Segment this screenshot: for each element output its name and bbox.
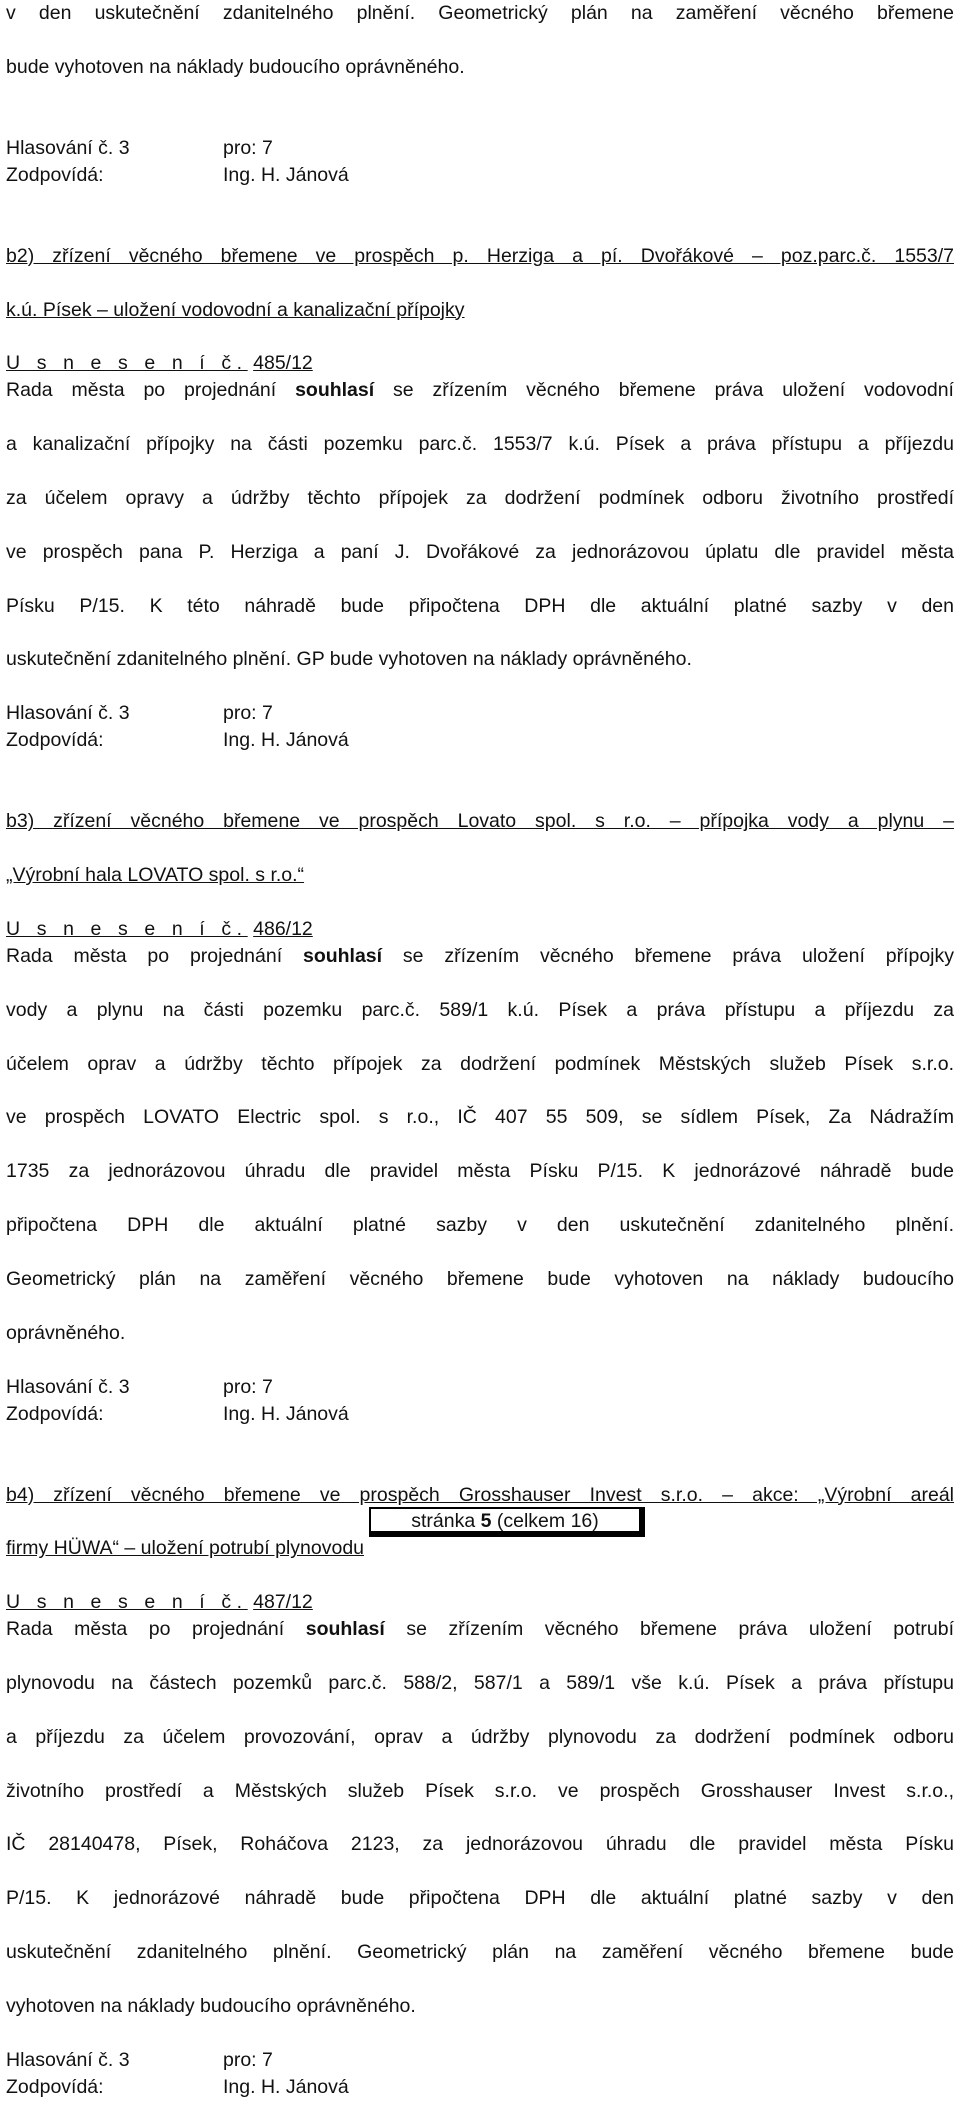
resolution-line: 1735 za jednorázovou úhradu dle pravidel města Písku P/15. K jednorázové náhradě bude: [6, 1160, 954, 1183]
vote-label: Hlasování č. 3: [6, 136, 130, 159]
vote-label: Hlasování č. 3: [6, 1375, 130, 1398]
responsible-label: Zodpovídá:: [6, 729, 104, 752]
vote-label: Hlasování č. 3: [6, 2048, 130, 2071]
vote-value: pro: 7: [223, 136, 273, 159]
section-b2: [6, 243, 954, 674]
resolution-line: Rada města po projednání souhlasí se zřízením věcného břemene práva uložení přípojky: [6, 944, 954, 967]
resolution-title: U s n e s e n í č. 485/12: [6, 352, 313, 375]
resolution-line: IČ 28140478, Písek, Roháčova 2123, za jednorázovou úhradu dle pravidel města Písku: [6, 1833, 954, 1856]
resolution-line: Rada města po projednání souhlasí se zřízením věcného břemene práva uložení vodovodní: [6, 379, 954, 402]
resolution-number: 487/12: [253, 1591, 313, 1614]
resolution-title: U s n e s e n í č. 487/12: [6, 1591, 313, 1614]
footer-prefix: stránka: [411, 1510, 481, 1532]
responsible-value: Ing. H. Jánová: [223, 2075, 349, 2098]
page-footer: [369, 1507, 645, 1537]
resolution-number: 485/12: [253, 352, 313, 375]
resolution-line: za účelem opravy a údržby těchto přípojek za dodržení podmínek odboru životního prostředí: [6, 486, 954, 509]
resolution-line: připočtena DPH dle aktuální platné sazby v den uskutečnění zdanitelného plnění.: [6, 1214, 954, 1236]
responsible-value: Ing. H. Jánová: [223, 1402, 349, 1425]
resolution-line: Rada města po projednání souhlasí se zřízením věcného břemene práva uložení potrubí: [6, 1618, 954, 1641]
resolution-line: uskutečnění zdanitelného plnění. Geometrický plán na zaměření věcného břemene bude: [6, 1941, 954, 1964]
section-heading: b2) zřízení věcného břemene ve prospěch p. Herziga a pí. Dvořákové – poz.parc.č. 1553/7: [6, 244, 954, 267]
vote-block: [6, 1374, 954, 1428]
intro-line: v den uskutečnění zdanitelného plnění. Geometrický plán na zaměření věcného břemene: [6, 2, 954, 24]
resolution-title: U s n e s e n í č. 486/12: [6, 918, 313, 941]
vote-value: pro: 7: [223, 2048, 273, 2071]
section-heading: firmy HÜWA“ – uložení potrubí plynovodu: [6, 1537, 365, 1560]
resolution-line: životního prostředí a Městských služeb Písek s.r.o. ve prospěch Grosshauser Invest s.r.o.,: [6, 1779, 954, 1802]
section-heading: k.ú. Písek – uložení vodovodní a kanalizační přípojky: [6, 298, 465, 321]
intro-line: bude vyhotoven na náklady budoucího oprávněného.: [6, 55, 465, 78]
resolution-line: oprávněného.: [6, 1321, 126, 1344]
responsible-label: Zodpovídá:: [6, 1402, 104, 1425]
resolution-line: ve prospěch pana P. Herziga a paní J. Dvořákové za jednorázovou úplatu dle pravidel města: [6, 540, 954, 563]
resolution-line: a příjezdu za účelem provozování, oprav a údržby plynovodu za dodržení podmínek odboru: [6, 1725, 954, 1748]
section-b4: [6, 1482, 954, 2020]
section-heading: b3) zřízení věcného břemene ve prospěch Lovato spol. s r.o. – přípojka vody a plynu –: [6, 810, 954, 833]
resolution-line: plynovodu na částech pozemků parc.č. 588/2, 587/1 a 589/1 vše k.ú. Písek a práva přístupu: [6, 1671, 954, 1694]
responsible-label: Zodpovídá:: [6, 163, 104, 186]
resolution-line: a kanalizační přípojky na části pozemku parc.č. 1553/7 k.ú. Písek a práva přístupu a příjezdu: [6, 433, 954, 456]
resolution-line: ve prospěch LOVATO Electric spol. s r.o., IČ 407 55 509, se sídlem Písek, Za Nádražím: [6, 1106, 954, 1129]
footer-suffix: (celkem 16): [491, 1510, 599, 1532]
vote-block: [6, 700, 954, 754]
resolution-line: vody a plynu na části pozemku parc.č. 589/1 k.ú. Písek a práva přístupu a příjezdu za: [6, 998, 954, 1021]
section-b3: [6, 808, 954, 1346]
section-heading: b4) zřízení věcného břemene ve prospěch Grosshauser Invest s.r.o. – akce: „Výrobní areál: [6, 1483, 954, 1506]
vote-block: [6, 135, 954, 189]
resolution-line: účelem oprav a údržby těchto přípojek za dodržení podmínek Městských služeb Písek s.r.o.: [6, 1052, 954, 1075]
resolution-line: Písku P/15. K této náhradě bude připočtena DPH dle aktuální platné sazby v den: [6, 594, 954, 617]
document-page: [6, 0, 954, 2101]
resolution-number: 486/12: [253, 918, 313, 941]
responsible-value: Ing. H. Jánová: [223, 729, 349, 752]
section-heading: „Výrobní hala LOVATO spol. s r.o.“: [6, 864, 305, 887]
vote-block: [6, 2047, 954, 2101]
vote-value: pro: 7: [223, 702, 273, 725]
vote-label: Hlasování č. 3: [6, 702, 130, 725]
vote-value: pro: 7: [223, 1375, 273, 1398]
resolution-line: vyhotoven na náklady budoucího oprávněného.: [6, 1994, 416, 2017]
responsible-value: Ing. H. Jánová: [223, 163, 349, 186]
resolution-line: P/15. K jednorázové náhradě bude připočtena DPH dle aktuální platné sazby v den: [6, 1887, 954, 1910]
resolution-line: Geometrický plán na zaměření věcného břemene bude vyhotoven na náklady budoucího: [6, 1267, 954, 1290]
responsible-label: Zodpovídá:: [6, 2075, 104, 2098]
resolution-line: uskutečnění zdanitelného plnění. GP bude vyhotoven na náklady oprávněného.: [6, 648, 692, 671]
footer-page-number: 5: [480, 1510, 492, 1532]
